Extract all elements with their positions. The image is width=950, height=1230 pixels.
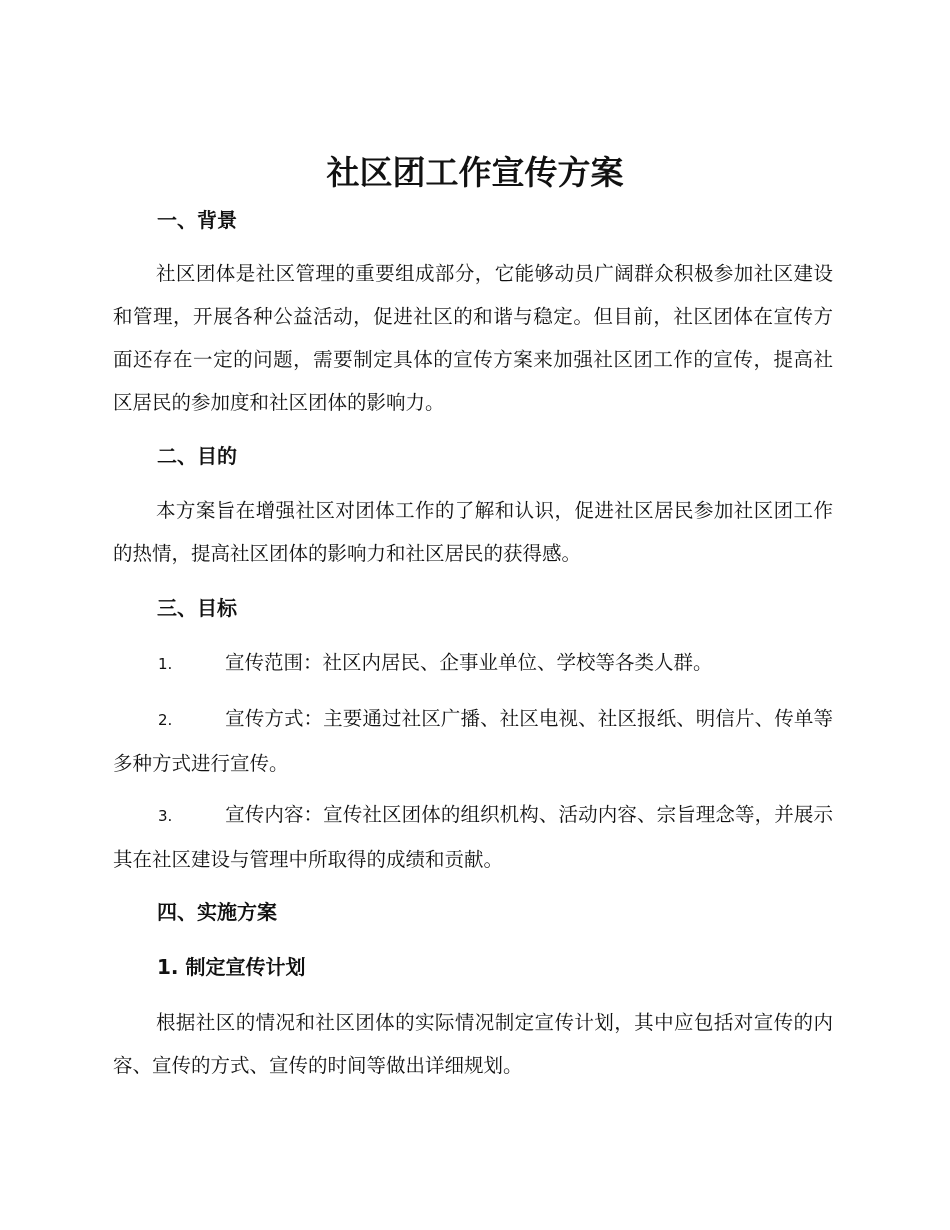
section-heading-goals: 三、目标 — [157, 596, 237, 620]
list-item-number: 2. — [158, 711, 173, 729]
list-item-number: 3. — [158, 807, 173, 825]
subsection-heading-plan: 1. 制定宣传计划 — [157, 955, 306, 979]
list-item-text: 宣传方式：主要通过社区广播、社区电视、社区报纸、明信片、传单等多种方式进行宣传。 — [113, 707, 833, 775]
list-item-number: 1. — [158, 655, 173, 673]
document-title: 社区团工作宣传方案 — [326, 153, 624, 192]
background-paragraph: 社区团体是社区管理的重要组成部分，它能够动员广阔群众积极参加社区建设和管理，开展各种公益活动，促进社区的和谐与稳定。但目前，社区团体在宣传方面还存在一定的问题，需要制定具体的宣传方案来加强社区团工作的宣传，提高社区居民的参加度和社区团体的影响力。 — [113, 262, 833, 414]
list-item-text: 宣传范围：社区内居民、企事业单位、学校等各类人群。 — [225, 651, 713, 674]
goal-list-item — [113, 793, 833, 881]
purpose-paragraph: 本方案旨在增强社区对团体工作的了解和认识，促进社区居民参加社区团工作的热情，提高社区团体的影响力和社区居民的获得感。 — [113, 499, 833, 565]
plan-paragraph: 根据社区的情况和社区团体的实际情况制定宣传计划，其中应包括对宣传的内容、宣传的方式、宣传的时间等做出详细规划。 — [113, 1011, 833, 1077]
goal-list-item — [113, 641, 833, 686]
list-item-text: 宣传内容：宣传社区团体的组织机构、活动内容、宗旨理念等，并展示其在社区建设与管理中所取得的成绩和贡献。 — [113, 803, 833, 871]
section-heading-background: 一、背景 — [157, 208, 237, 232]
goal-list-item — [113, 697, 833, 785]
section-heading-purpose: 二、目的 — [157, 444, 237, 468]
section-heading-implementation: 四、实施方案 — [157, 900, 277, 924]
